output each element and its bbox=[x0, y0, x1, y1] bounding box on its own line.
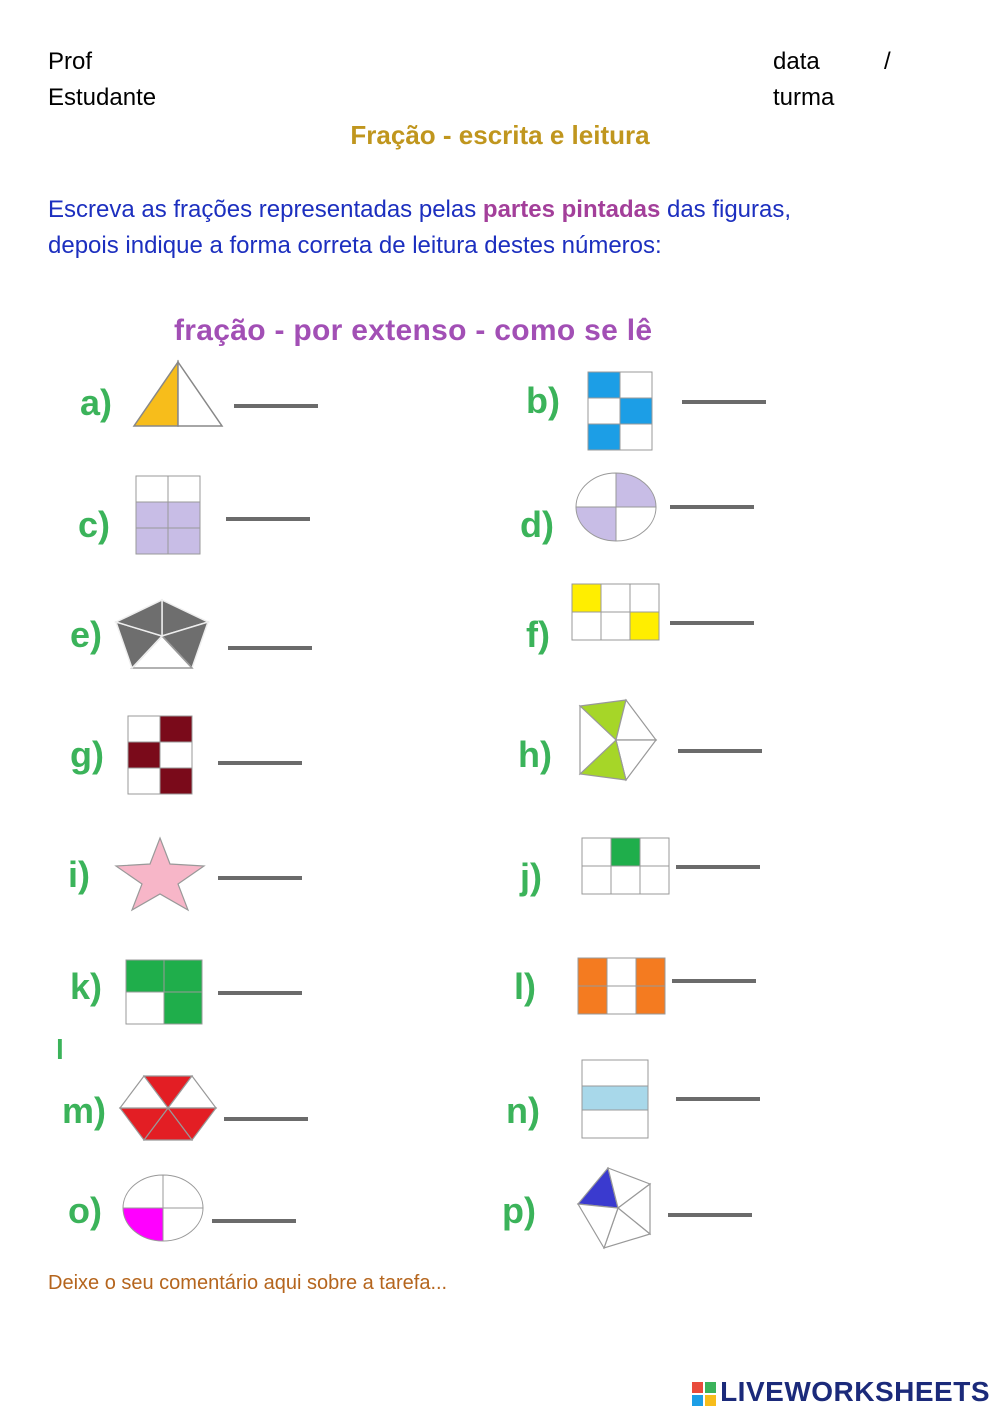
grid-figure-j bbox=[580, 836, 672, 896]
item-label-g: g) bbox=[70, 734, 104, 775]
answer-line-i[interactable] bbox=[218, 876, 302, 880]
answer-line-n[interactable] bbox=[676, 1097, 760, 1101]
date-slash: / bbox=[884, 48, 891, 75]
circle-quarters-figure-o bbox=[120, 1172, 206, 1244]
item-label-b: b) bbox=[526, 380, 560, 421]
answer-line-k[interactable] bbox=[218, 991, 302, 995]
item-label-h: h) bbox=[518, 734, 552, 775]
item-label-k: k) bbox=[70, 966, 103, 1007]
student-label: Estudante bbox=[48, 84, 157, 111]
liveworksheets-logo-icon bbox=[692, 1382, 716, 1406]
pentagon-figure-e bbox=[112, 596, 212, 672]
brand-watermark bbox=[692, 1376, 990, 1408]
item-label-f: f) bbox=[526, 614, 550, 655]
grid-figure-b bbox=[586, 370, 656, 452]
pentagon-figure-h bbox=[576, 696, 660, 784]
prof-label: Prof bbox=[48, 48, 93, 75]
date-label: data bbox=[773, 48, 820, 75]
grid-figure-g bbox=[126, 714, 196, 798]
grid-figure-c bbox=[134, 474, 204, 558]
answer-line-j[interactable] bbox=[676, 865, 760, 869]
grid-figure-l bbox=[576, 956, 668, 1016]
item-label-o: o) bbox=[68, 1190, 102, 1231]
pentagon-figure-p bbox=[574, 1164, 658, 1252]
item-label-p: p) bbox=[502, 1190, 536, 1231]
brand-text: LIVEWORKSHEETS bbox=[720, 1376, 990, 1407]
instruction-line-2: depois indique a forma correta de leitura destes números: bbox=[48, 232, 662, 259]
answer-line-o[interactable] bbox=[212, 1219, 296, 1223]
star-figure bbox=[112, 834, 208, 914]
answer-line-e[interactable] bbox=[228, 646, 312, 650]
comment-prompt[interactable]: Deixe o seu comentário aqui sobre a tarefa... bbox=[48, 1272, 448, 1294]
item-label-n: n) bbox=[506, 1090, 540, 1131]
class-label: turma bbox=[773, 84, 835, 111]
answer-line-m[interactable] bbox=[224, 1117, 308, 1121]
stray-mark: l bbox=[56, 1034, 64, 1065]
answer-line-c[interactable] bbox=[226, 517, 310, 521]
column-header: fração - por extenso - como se lê bbox=[174, 314, 653, 347]
item-label-a: a) bbox=[80, 382, 113, 423]
answer-line-b[interactable] bbox=[682, 400, 766, 404]
instruction-line-1 bbox=[48, 196, 791, 224]
answer-line-f[interactable] bbox=[670, 621, 754, 625]
grid-figure-f bbox=[570, 582, 662, 642]
page-title: Fração - escrita e leitura bbox=[350, 120, 650, 150]
answer-line-d[interactable] bbox=[670, 505, 754, 509]
half-triangle-figure bbox=[130, 358, 226, 430]
answer-line-p[interactable] bbox=[668, 1213, 752, 1217]
instruction-highlight: partes pintadas bbox=[482, 196, 661, 223]
strips-figure-n bbox=[580, 1058, 652, 1142]
answer-line-g[interactable] bbox=[218, 761, 302, 765]
item-label-c: c) bbox=[78, 504, 111, 545]
hexagon-figure-m bbox=[116, 1072, 220, 1144]
answer-line-l[interactable] bbox=[672, 979, 756, 983]
instruction-text: das figuras, bbox=[660, 196, 792, 223]
item-label-l: l) bbox=[514, 966, 536, 1007]
answer-line-h[interactable] bbox=[678, 749, 762, 753]
answer-line-a[interactable] bbox=[234, 404, 318, 408]
item-label-e: e) bbox=[70, 614, 103, 655]
item-label-d: d) bbox=[520, 504, 554, 545]
item-label-m: m) bbox=[62, 1090, 106, 1131]
item-label-j: j) bbox=[520, 856, 542, 897]
item-label-i: i) bbox=[68, 854, 90, 895]
grid-figure-k bbox=[124, 958, 204, 1028]
circle-quarters-figure-d bbox=[574, 470, 658, 544]
instruction-text: Escreva as frações representadas pelas bbox=[48, 196, 483, 223]
